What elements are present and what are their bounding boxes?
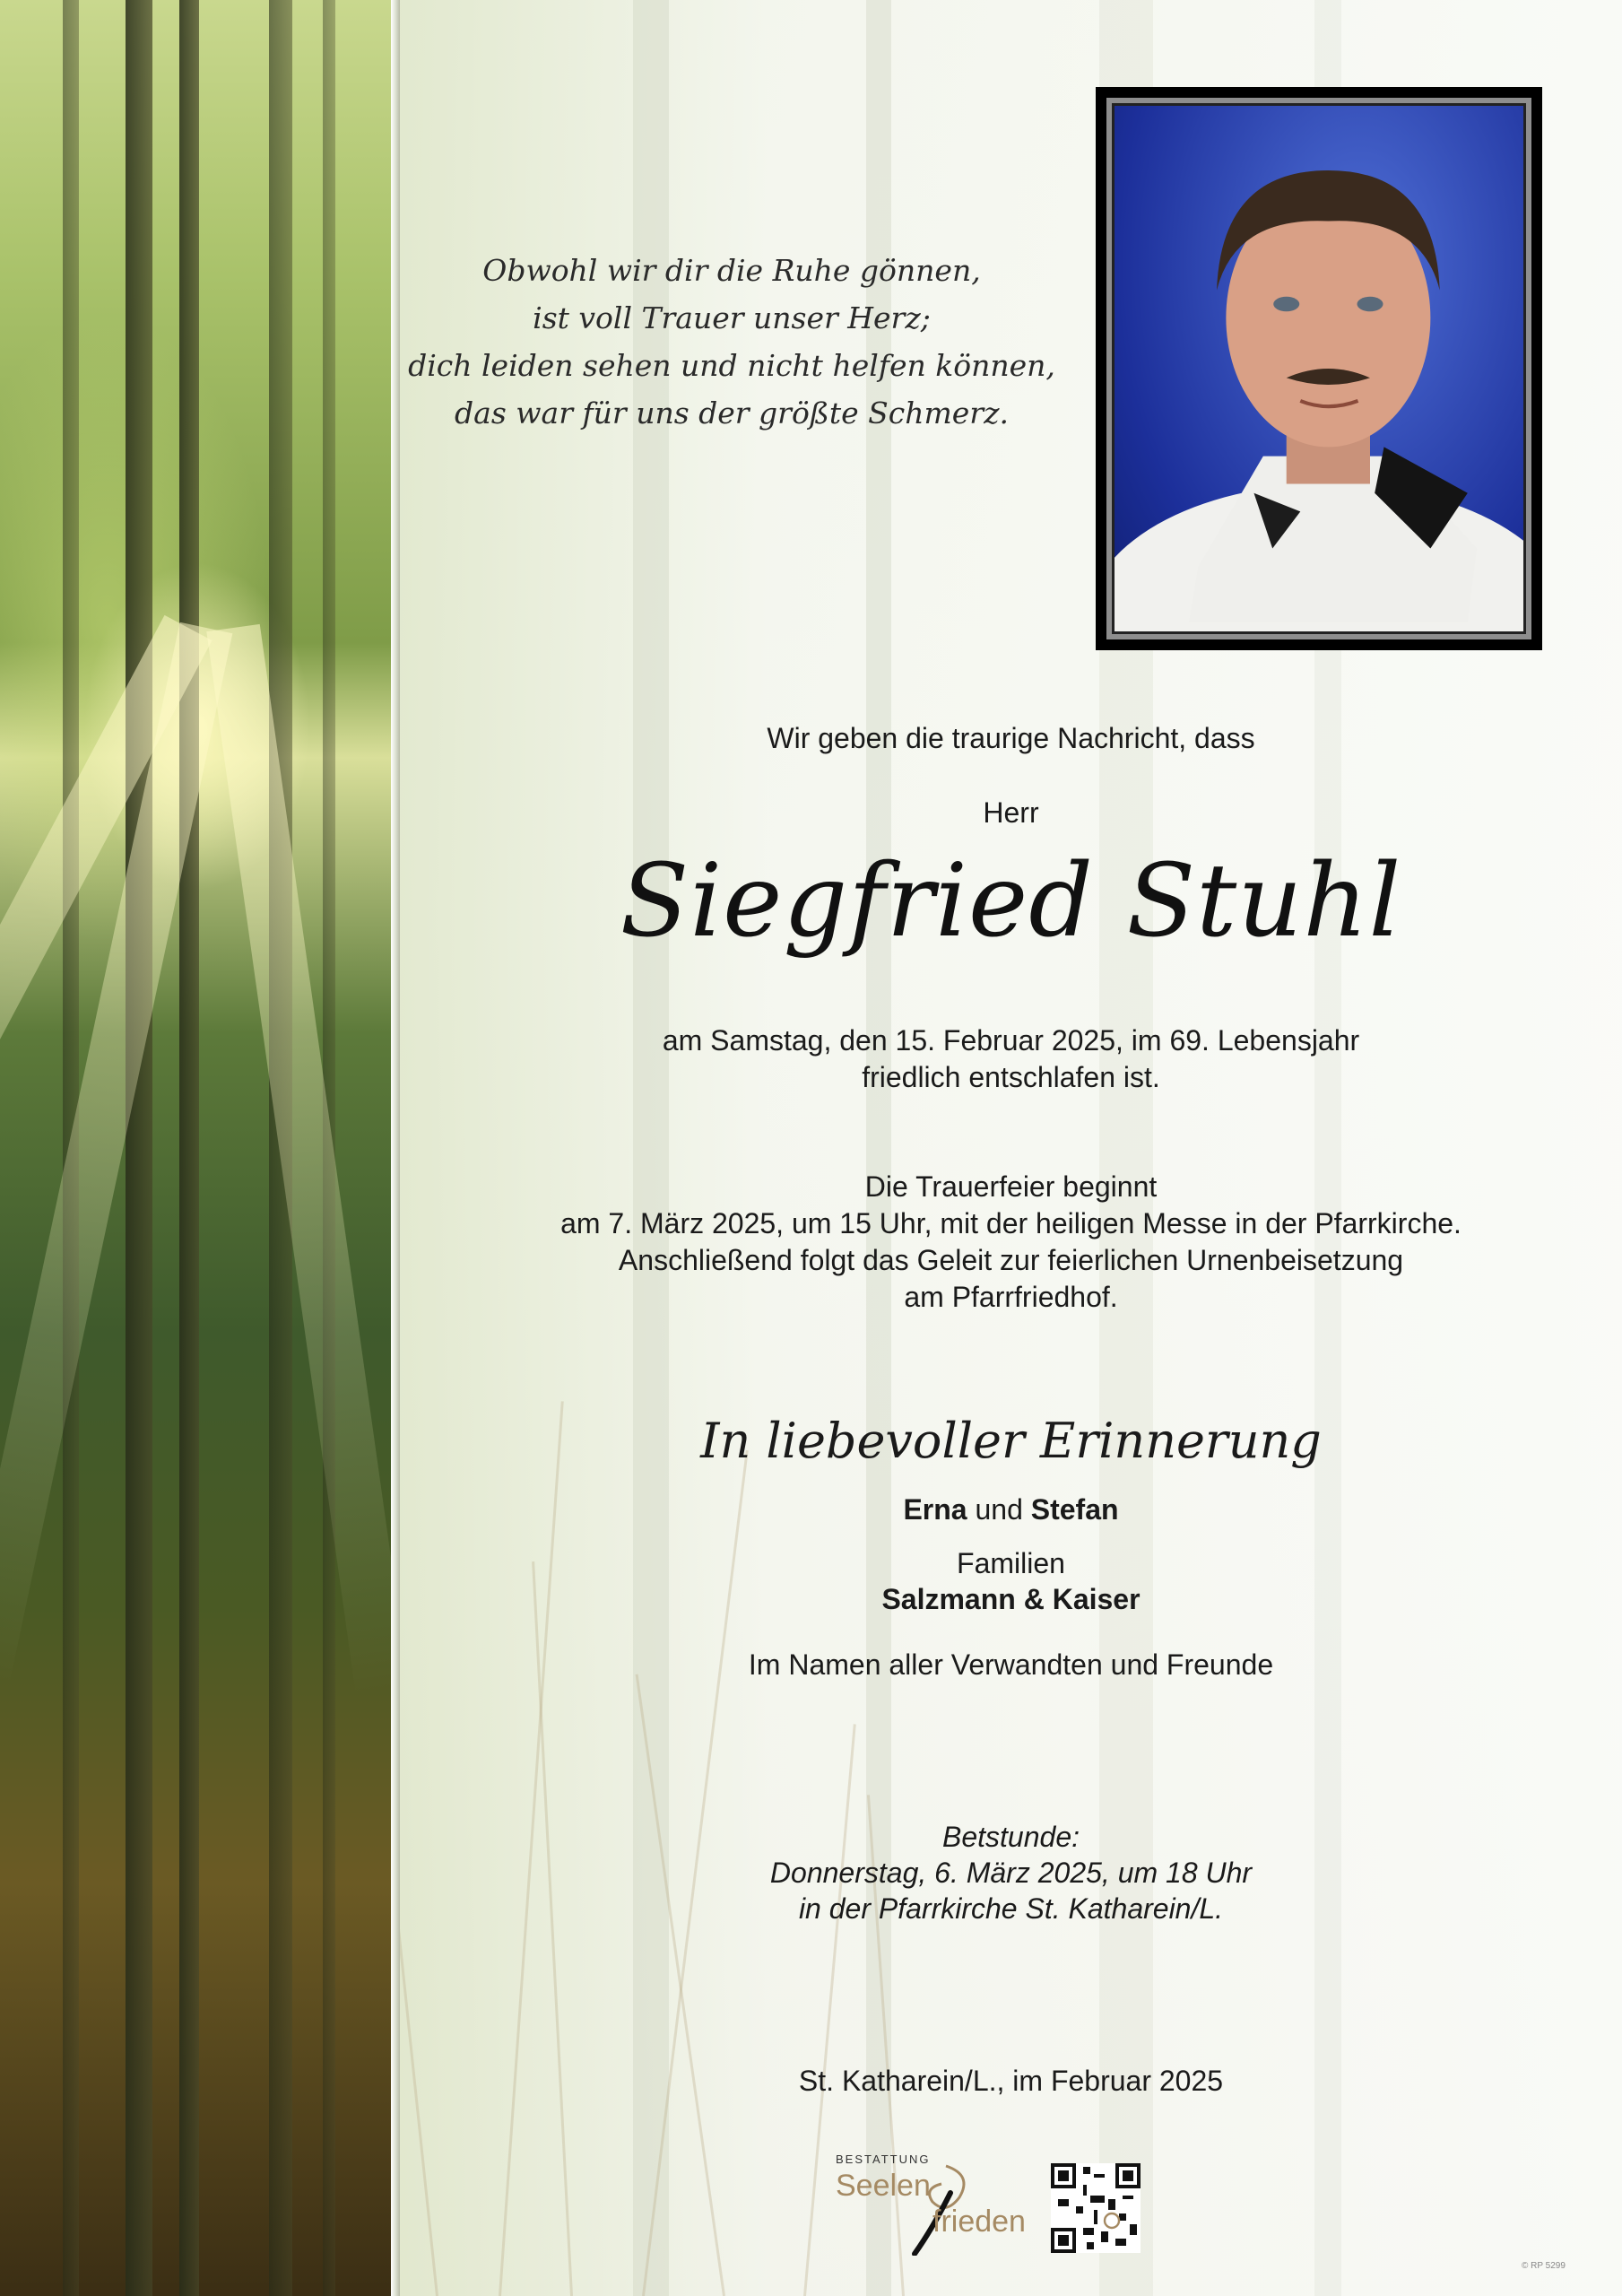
intro-text: Wir geben die traurige Nachricht, dass [767, 722, 1255, 754]
poem-line: ist voll Trauer unser Herz; [533, 300, 931, 335]
families [400, 1545, 1622, 1617]
logo-word-2: frieden [932, 2205, 1026, 2239]
logo-word-1: Seelen [836, 2169, 931, 2203]
funeral-line: Die Trauerfeier beginnt [864, 1170, 1158, 1203]
logo-small-text: BESTATTUNG [836, 2152, 931, 2166]
mourner-name: Erna [903, 1493, 967, 1526]
death-line: friedlich entschlafen ist. [862, 1061, 1160, 1093]
relatives-line: Im Namen aller Verwandten und Freunde [748, 1648, 1274, 1681]
funeral-line: am 7. März 2025, um 15 Uhr, mit der heiligen Messe in der Pfarrkirche. [560, 1207, 1462, 1239]
conjunction: und [975, 1493, 1023, 1526]
poem [400, 247, 1063, 437]
mourner-name: Stefan [1030, 1493, 1119, 1526]
place-date: St. Katharein/L., im Februar 2025 [798, 2065, 1224, 2097]
mourner-names [400, 1492, 1622, 1527]
funeral-line: am Pfarrfriedhof. [904, 1281, 1118, 1313]
deceased-name: Siegfried Stuhl [620, 843, 1402, 960]
prayer-service [400, 1819, 1622, 1926]
funeral-home-logo [834, 2152, 1049, 2260]
remembrance-heading: In liebevoller Erinnerung [700, 1413, 1322, 1469]
families-label: Familien [957, 1547, 1065, 1579]
qr-code-icon [1051, 2163, 1141, 2253]
poem-line: dich leiden sehen und nicht helfen können, [408, 348, 1055, 383]
salutation: Herr [983, 796, 1039, 829]
death-notice [400, 1022, 1622, 1096]
prayer-title: Betstunde: [942, 1821, 1080, 1853]
funeral-line: Anschließend folgt das Geleit zur feierlichen Urnenbeisetzung [618, 1244, 1404, 1276]
families-names: Salzmann & Kaiser [881, 1583, 1141, 1615]
forest-background [0, 0, 391, 2296]
poem-line: Obwohl wir dir die Ruhe gönnen, [482, 253, 981, 288]
divider [391, 0, 400, 2296]
prayer-where: in der Pfarrkirche St. Katharein/L. [798, 1892, 1224, 1925]
death-line: am Samstag, den 15. Februar 2025, im 69. Lebensjahr [662, 1024, 1360, 1057]
poem-line: das war für uns der größte Schmerz. [455, 396, 1009, 430]
funeral-info [400, 1169, 1622, 1316]
portrait-frame [1096, 87, 1542, 650]
copyright-code: © RP 5299 [1522, 2261, 1566, 2271]
prayer-when: Donnerstag, 6. März 2025, um 18 Uhr [769, 1857, 1253, 1889]
portrait-photo [1112, 103, 1526, 634]
